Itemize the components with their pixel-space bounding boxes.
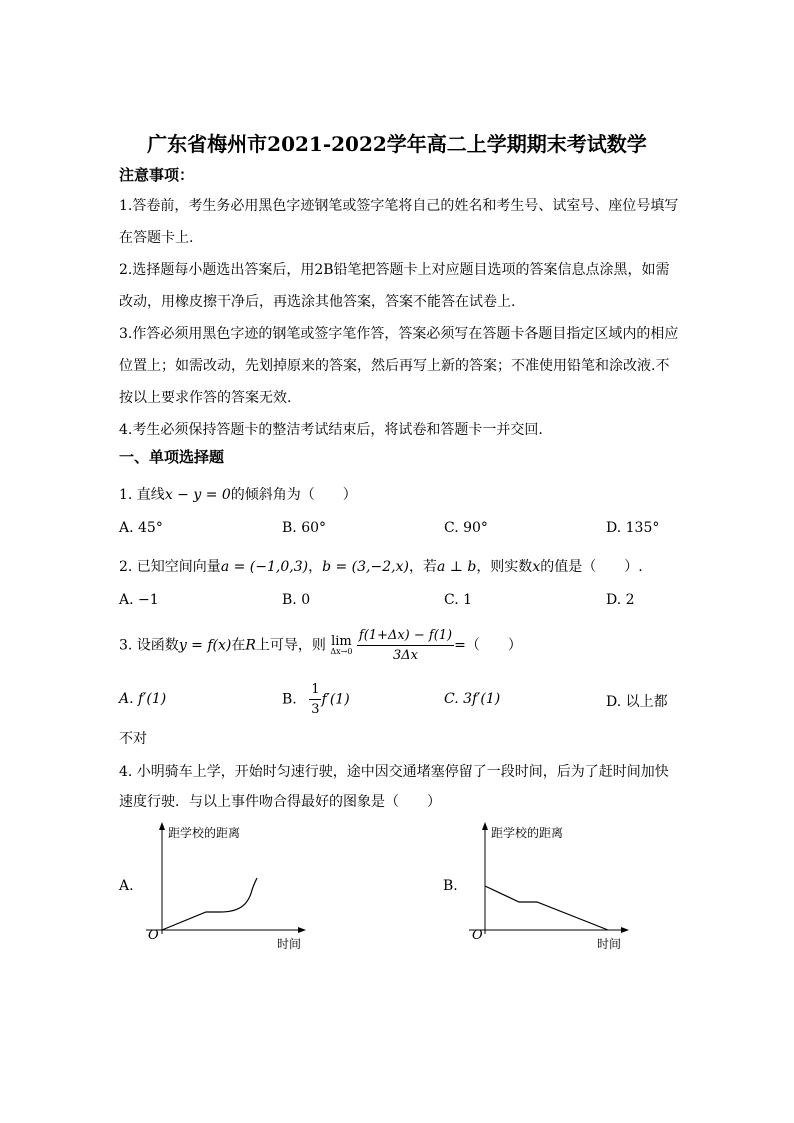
q1-option-c: C. 90° xyxy=(444,520,488,536)
notice-line: 2.选择题每小题选出答案后，用2B铅笔把答题卡上对应题目选项的答案信息点涂黑，如需 xyxy=(119,262,670,278)
graph-b-line xyxy=(485,886,608,930)
graph-a-ylabel: 距学校的距离 xyxy=(168,826,241,840)
q2-text: 2. 已知空间向量 xyxy=(119,559,221,575)
graph-b xyxy=(463,820,633,940)
notice-line: 3.作答必须用黑色字迹的钢笔或签字笔作答，答案必须写在答题卡各题目指定区域内的相应 xyxy=(119,326,679,342)
graph-a-y-arrow xyxy=(159,822,165,830)
q3-option-c: C. 3f′(1) xyxy=(444,691,501,707)
section-heading: 一、单项选择题 xyxy=(119,448,225,466)
q1-option-b: B. 60° xyxy=(282,520,327,536)
q2-condition: a ⊥ b xyxy=(436,559,477,575)
q2-vector-a: a = (−1,0,3) xyxy=(220,559,309,575)
graph-b-y-arrow xyxy=(482,822,488,830)
q3-text: 3. 设函数 xyxy=(119,637,179,654)
graph-a-origin: O xyxy=(148,928,159,943)
notice-line: 4.考生必须保持答题卡的整洁考试结束后，将试卷和答题卡一并交回. xyxy=(119,422,543,438)
q2-text: 的值是（ ）. xyxy=(540,559,643,575)
q2-text: ，若 xyxy=(408,559,437,575)
graph-b-option: B. xyxy=(443,878,458,894)
notice-line: 按以上要求作答的答案无效. xyxy=(119,390,292,406)
q2-option-c: C. 1 xyxy=(444,592,473,608)
q3-domain: R xyxy=(245,637,256,654)
page-title: 广东省梅州市2021-2022学年高二上学期期末考试数学 xyxy=(147,132,647,156)
question-2: 2. 已知空间向量a = (−1,0,3)，b = (3,−2,x)，若a ⊥ b，则实数x的值是（ ）. xyxy=(119,559,643,575)
q3-denominator: 3Δx xyxy=(393,648,419,663)
notice-line: 改动，用橡皮擦干净后，再选涂其他答案，答案不能答在试卷上. xyxy=(119,294,516,310)
question-1 xyxy=(119,484,357,504)
q3-option-a: A. f′(1) xyxy=(119,691,167,707)
q3-numerator: f(1+Δx) − f(1) xyxy=(357,628,454,646)
q3-option-b: B. $\frac{1}{3}$ f′(1) xyxy=(282,682,350,717)
q3-text: =（ ） xyxy=(454,637,522,654)
graph-b-origin: O xyxy=(472,928,483,943)
q3-option-d: D. 以上都 xyxy=(606,694,668,710)
graph-b-x-arrow xyxy=(621,927,629,933)
q2-option-b: B. 0 xyxy=(282,592,311,608)
notice-heading: 注意事项： xyxy=(119,166,195,184)
notice-line: 1.答卷前，考生务必用黑色字迹钢笔或签字笔将自己的姓名和考生号、试室号、座位号填写 xyxy=(119,198,679,214)
q1-text: 的倾斜角为（ ） xyxy=(230,487,357,503)
graph-a xyxy=(140,820,310,940)
q2-variable: x xyxy=(532,559,541,575)
question-4-line: 速度行驶．与以上事件吻合得最好的图象是（ ） xyxy=(119,794,441,810)
graph-a-curve xyxy=(162,878,257,930)
q2-option-d: D. 2 xyxy=(606,592,635,608)
question-4-line: 4. 小明骑车上学，开始时匀速行驶，途中因交通堵塞停留了一段时间，后为了赶时间加快 xyxy=(119,764,669,780)
q3-function: y = f(x) xyxy=(178,637,232,654)
q1-equation: x − y = 0 xyxy=(164,487,231,503)
question-3 xyxy=(119,628,522,663)
q1-option-a: A. 45° xyxy=(119,520,163,536)
q3-text: 在 xyxy=(231,637,246,654)
graph-a-x-arrow xyxy=(298,927,306,933)
q3-fraction xyxy=(357,628,454,663)
graph-b-ylabel: 距学校的距离 xyxy=(491,826,564,840)
q2-vector-b: b = (3,−2,x) xyxy=(322,559,409,575)
q3-option-d-cont: 不对 xyxy=(119,731,147,747)
q3-text: 上可导，则 xyxy=(255,637,326,654)
graph-a-option: A. xyxy=(119,878,134,894)
q2-text: ，则实数 xyxy=(476,559,533,575)
q2-option-a: A. −1 xyxy=(119,592,159,608)
notice-line: 位置上；如需改动，先划掉原来的答案，然后再写上新的答案；不准使用铅笔和涂改液.不 xyxy=(119,358,670,374)
q1-option-d: D. 135° xyxy=(606,520,660,536)
graph-a-xlabel: 时间 xyxy=(277,937,302,951)
graph-b-xlabel: 时间 xyxy=(597,937,622,951)
q1-text: 1. 直线 xyxy=(119,487,165,503)
q3-limit: lim Δx→0 xyxy=(330,634,353,656)
notice-line: 在答题卡上. xyxy=(119,230,194,246)
